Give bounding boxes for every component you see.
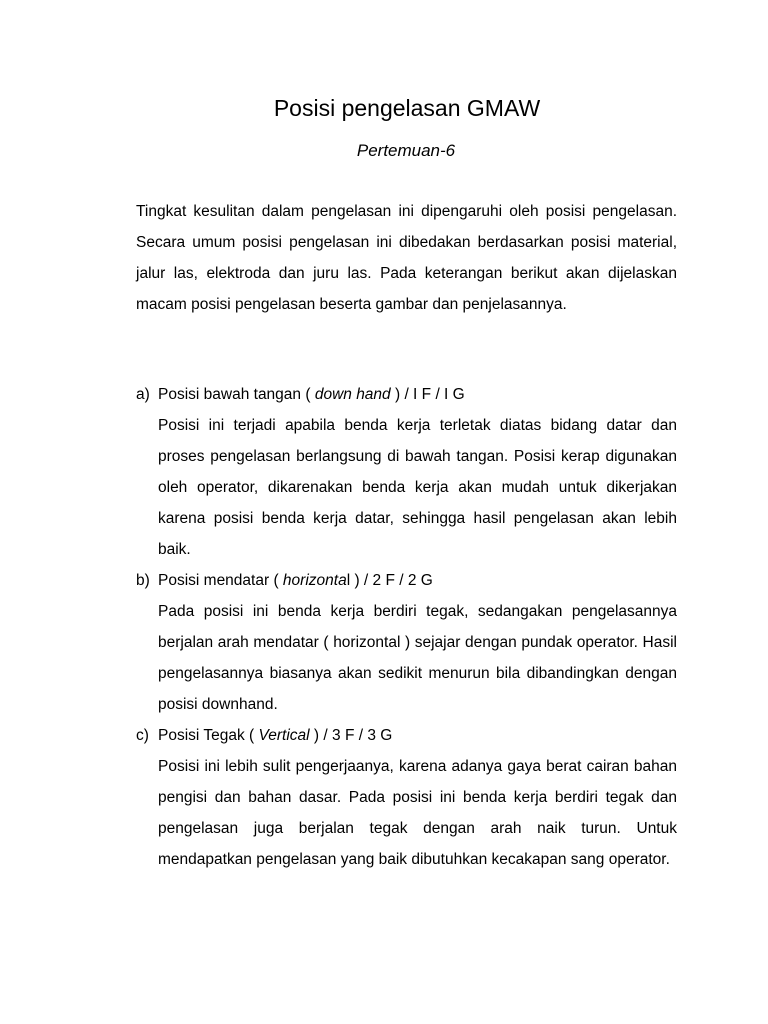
heading-suffix: ) / 3 F / 3 G [309, 727, 393, 744]
intro-paragraph: Tingkat kesulitan dalam pengelasan ini dipengaruhi oleh posisi pengelasan. Secara umum posisi pengelasan ini dibedakan berdasarkan posisi material, jalur las, elektroda dan juru las. Pada keterangan berikut akan dijelaskan macam posisi pengelasan beserta gambar dan penjelasannya. [136, 203, 677, 313]
item-marker: c) [136, 727, 149, 744]
item-heading [136, 379, 677, 410]
page-title: Posisi pengelasan GMAW [273, 95, 541, 121]
heading-term: horizonta [282, 572, 347, 589]
heading-suffix: ) / I F / I G [390, 386, 465, 403]
list-item [136, 565, 677, 720]
item-heading [136, 565, 677, 596]
position-list [136, 379, 677, 875]
heading-prefix: Posisi bawah tangan ( [158, 386, 315, 403]
heading-suffix: l ) / 2 F / 2 G [346, 572, 433, 589]
heading-term: Vertical [258, 727, 310, 744]
item-body: Posisi ini terjadi apabila benda kerja terletak diatas bidang datar dan proses pengelasan berlangsung di bawah tangan. Posisi kerap digunakan oleh operator, dikarenakan benda kerja akan mudah untuk dikerjakan karena posisi benda kerja datar, sehingga hasil pengelasan akan lebih baik. [158, 417, 677, 558]
item-heading-text [158, 565, 433, 596]
item-marker: b) [136, 572, 150, 589]
heading-prefix: Posisi Tegak ( [158, 727, 259, 744]
item-heading-text [158, 379, 465, 410]
heading-prefix: Posisi mendatar ( [158, 572, 283, 589]
item-heading-text [158, 720, 392, 751]
list-item [136, 720, 677, 875]
page-subtitle: Pertemuan-6 [356, 141, 456, 160]
heading-term: down hand [314, 386, 391, 403]
list-item [136, 379, 677, 565]
item-body: Posisi ini lebih sulit pengerjaanya, karena adanya gaya berat cairan bahan pengisi dan bahan dasar. Pada posisi ini benda kerja berdiri tegak dan pengelasan juga berjalan tegak dengan arah naik turun. Untuk mendapatkan pengelasan yang baik dibutuhkan kecakapan sang operator. [158, 758, 677, 868]
item-body: Pada posisi ini benda kerja berdiri tegak, sedangakan pengelasannya berjalan arah mendatar ( horizontal ) sejajar dengan pundak operator. Hasil pengelasannya biasanya akan sedikit menurun bila dibandingkan dengan posisi downhand. [158, 603, 677, 713]
item-marker: a) [136, 386, 150, 403]
item-heading [136, 720, 677, 751]
